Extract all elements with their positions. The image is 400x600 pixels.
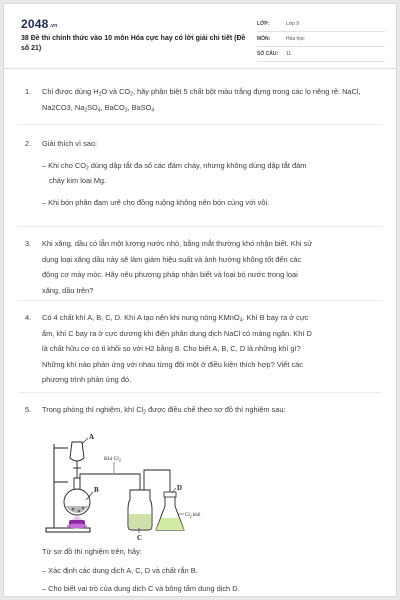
document-meta [257, 17, 385, 62]
document-title: 38 Đề thi chính thức vào 10 môn Hóa cực hay có lời giải chi tiết (Đề số 21) [21, 35, 246, 52]
label-dry-chlorine: $Cl_2$ khô [185, 513, 201, 519]
lab-apparatus-diagram [44, 430, 214, 542]
round-bottom-flask [64, 478, 90, 515]
question-separator [18, 226, 382, 227]
question-separator [18, 392, 382, 393]
question-separator [18, 124, 382, 125]
alcohol-burner [67, 516, 87, 529]
label-gas: Khí $Cl_2$ [104, 456, 121, 463]
meta-class-row: LỚP: Lớp 9 [257, 17, 385, 32]
document-header [4, 4, 396, 66]
site-logo[interactable]: 2048.vn [21, 17, 58, 31]
collection-flask [156, 492, 184, 530]
label-c: C [137, 534, 143, 542]
question-separator [18, 300, 382, 301]
document-page: 2048.vn 38 Đề thi chính thức vào 10 môn Hóa cực hay có lời giải chi tiết (Đề số 21) LỚP: Lớp 9 MÔN: Hóa học SỐ CÂU: 11 1. Chỉ được dùng $H_2O$ và $CO_2$, hãy phân biệt 5 chất bột màu trắng đựng trong các lọ riêng rẽ: NaCl, Na2CO3, $Na_2SO_4$, BaCO$_3$, BaSO$_4$ 2. Giải thích vì sao: – Khi cho $CO_2$ dùng dập tắt đa số các đám cháy, nhưng không dùng dập tắt đám cháy kim loại Mg. – Khi bón phân đạm urê cho đồng ruộng không nên bón cùng với vôi. 3. Khi xăng, dầu có lẫn một lượng nước nhỏ, bằng mắt thường khó nhận biết. Khi sử dụng loại xăng dầu này sẽ làm giảm hiệu suất và ảnh hưởng không tốt đến các động cơ máy móc. Hãy nêu phương pháp nhận biết và loại bỏ nước trong loại xăng, dầu trên? 4. Có 4 chất khí A, B, C, D. Khí A tạo nên khi nung nóng KMnO$_4$. Khí B bay ra ở cực ẩm, khí C bay ra ở cực dương khi điện phân dung dịch NaCl có màng ngăn. Khí D là chất hữu cơ có tỉ khối so với H2 bằng 8. Cho biết A, B, C, D là những khí gì? Những khí nào phản ứng với nhau từng đôi một ở điều kiện thích hợp? Viết các phương trình phản ứng đó. 5. Trong phòng thí nghiệm, khí $Cl_2$ được điều chế theo sơ đồ thí nghiệm sau: A Khí $Cl_2$ B C D $Cl_2$ khô Từ sơ đồ thí nghiệm trên, hãy: – Xác định các dung dịch A, C, D và chất rắn B. – Cho biết vai trò của dung dịch C và bông tẩm dung dịch D. [3, 3, 397, 597]
header-divider [4, 68, 396, 69]
label-b: B [94, 486, 99, 494]
question-1-text: Chỉ được dùng $H_2O$ và $CO_2$, hãy phân biệt 5 chất bột màu trắng đựng trong các lọ riêng rẽ: NaCl, Na2CO3, $Na_2SO_4$, BaCO$_3$, BaSO$_4$ [42, 87, 361, 113]
label-a: A [89, 433, 95, 441]
meta-subject-row: MÔN: Hóa học [257, 32, 385, 47]
label-d: D [177, 484, 183, 492]
meta-question-count-row: SỐ CÂU: 11 [257, 47, 385, 62]
